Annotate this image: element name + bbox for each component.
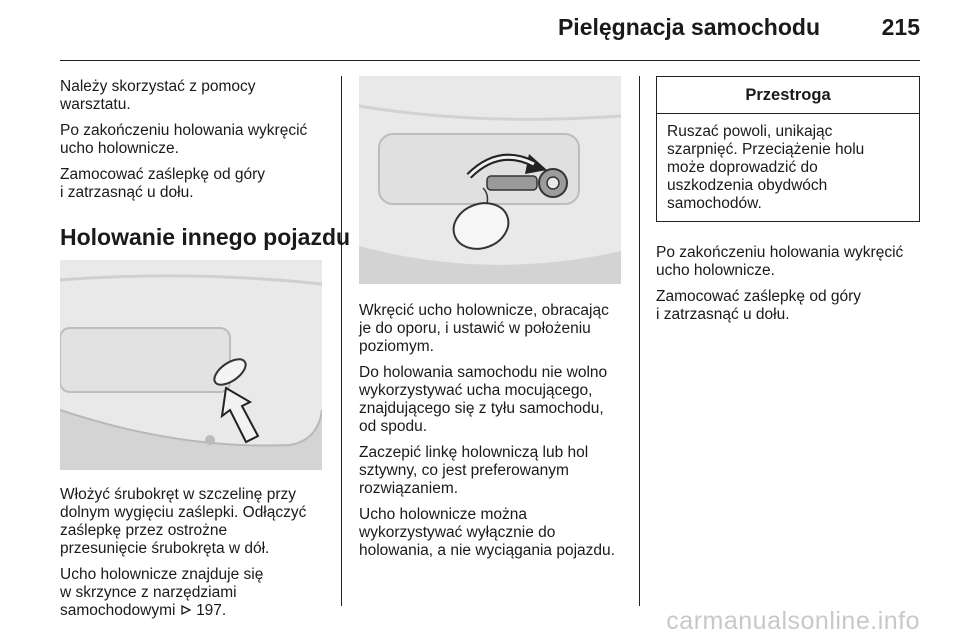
screw-in-instruction: Wkręcić ucho holownicze, obracając je do oporu, i ustawić w położeniu poziomym. — [359, 302, 609, 355]
caution-title: Przestroga — [657, 77, 919, 114]
section-heading: Holowanie innego pojazdu — [60, 224, 351, 250]
intro-paragraph-3: Zamocować zaślepkę od góry i zatrzasnąć u dołu. — [60, 166, 266, 201]
column-divider-2 — [639, 76, 640, 606]
screwdriver-instruction: Włożyć śrubokręt w szczelinę przy dolnym wygięciu zaślepki. Odłączyć zaślepkę przez ostrożne przesunięcie śrubokręta w dół. — [60, 486, 307, 557]
tow-eye-illustration — [359, 76, 621, 284]
column-divider-1 — [341, 76, 342, 606]
unscrew-after-towing-text: Po zakończeniu holowania wykręcić ucho holownicze. — [656, 244, 904, 279]
figure-tow-eye-installation — [359, 76, 621, 284]
tow-eye-location-text — [60, 566, 330, 620]
tow-eye-usage-note: Ucho holownicze można wykorzystywać wyłącznie do holowania, a nie wyciągania pojazdu. — [359, 506, 615, 559]
header-rule — [60, 60, 920, 61]
tow-eye-location-body: Ucho holownicze znajduje się w skrzynce z narzędziami samochodowymi — [60, 566, 264, 619]
intro-paragraph-2: Po zakończeniu holowania wykręcić ucho holownicze. — [60, 122, 308, 157]
page-number: 215 — [881, 14, 920, 40]
caution-body: Ruszać powoli, unikając szarpnięć. Przeciążenie holu może doprowadzić do uszkodzenia obydwóch samochodów. — [667, 123, 865, 212]
rear-eye-warning-text: Do holowania samochodu nie wolno wykorzystywać ucha mocującego, znajdującego się z tyłu samochodu, od spodu. — [359, 364, 608, 435]
page-header-title: Pielęgnacja samochodu — [557, 14, 820, 40]
column-1 — [60, 78, 351, 628]
figure-bumper-cover-removal — [60, 260, 322, 470]
attach-cover-text: Zamocować zaślepkę od góry i zatrzasnąć u dołu. — [656, 288, 862, 323]
column-3 — [656, 76, 920, 332]
site-watermark: carmanualsonline.info — [666, 607, 920, 635]
intro-paragraph-1: Należy skorzystać z pomocy warsztatu. — [60, 78, 256, 113]
bumper-cover-illustration — [60, 260, 322, 470]
tow-rope-instruction: Zaczepić linkę holowniczą lub hol sztywny, co jest preferowanym rozwiązaniem. — [359, 444, 589, 497]
column-2 — [359, 76, 629, 568]
page-reference-arrow-icon — [180, 603, 192, 615]
caution-box — [656, 76, 920, 222]
page-reference-link[interactable]: 197. — [196, 602, 227, 619]
